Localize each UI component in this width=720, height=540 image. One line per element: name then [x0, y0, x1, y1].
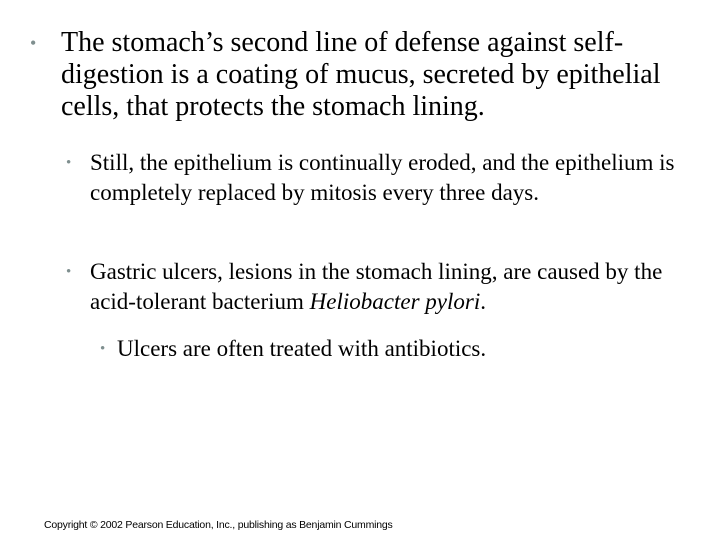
bullet-level1 [30, 27, 710, 123]
bullet-text: Ulcers are often treated with antibiotics. [117, 336, 487, 361]
bullet-text: The stomach’s second line of defense against self-digestion is a coating of mucus, secreted by epithelial cells, that protects the stomach lining. [61, 27, 661, 122]
bullet-text-part: Gastric ulcers, lesions in the stomach lining, are caused by the acid-tolerant bacterium [90, 259, 663, 314]
bullet-text: Still, the epithelium is continually eroded, and the epithelium is completely replaced by mitosis every three days. [90, 150, 675, 205]
bullet-text [90, 257, 685, 317]
bullet-level3-antibiotics [100, 334, 680, 364]
species-name: Heliobacter pylori [309, 289, 481, 314]
bullet-dot-icon: • [30, 33, 37, 53]
bullet-dot-icon: • [100, 341, 106, 357]
bullet-dot-icon: • [66, 264, 72, 280]
bullet-dot-icon: • [66, 155, 72, 171]
bullet-level2-epithelium [66, 148, 686, 208]
copyright-footer: Copyright © 2002 Pearson Education, Inc., publishing as Benjamin Cummings [44, 519, 393, 531]
bullet-level2-ulcers [66, 257, 686, 317]
bullet-text-part: . [480, 289, 486, 314]
